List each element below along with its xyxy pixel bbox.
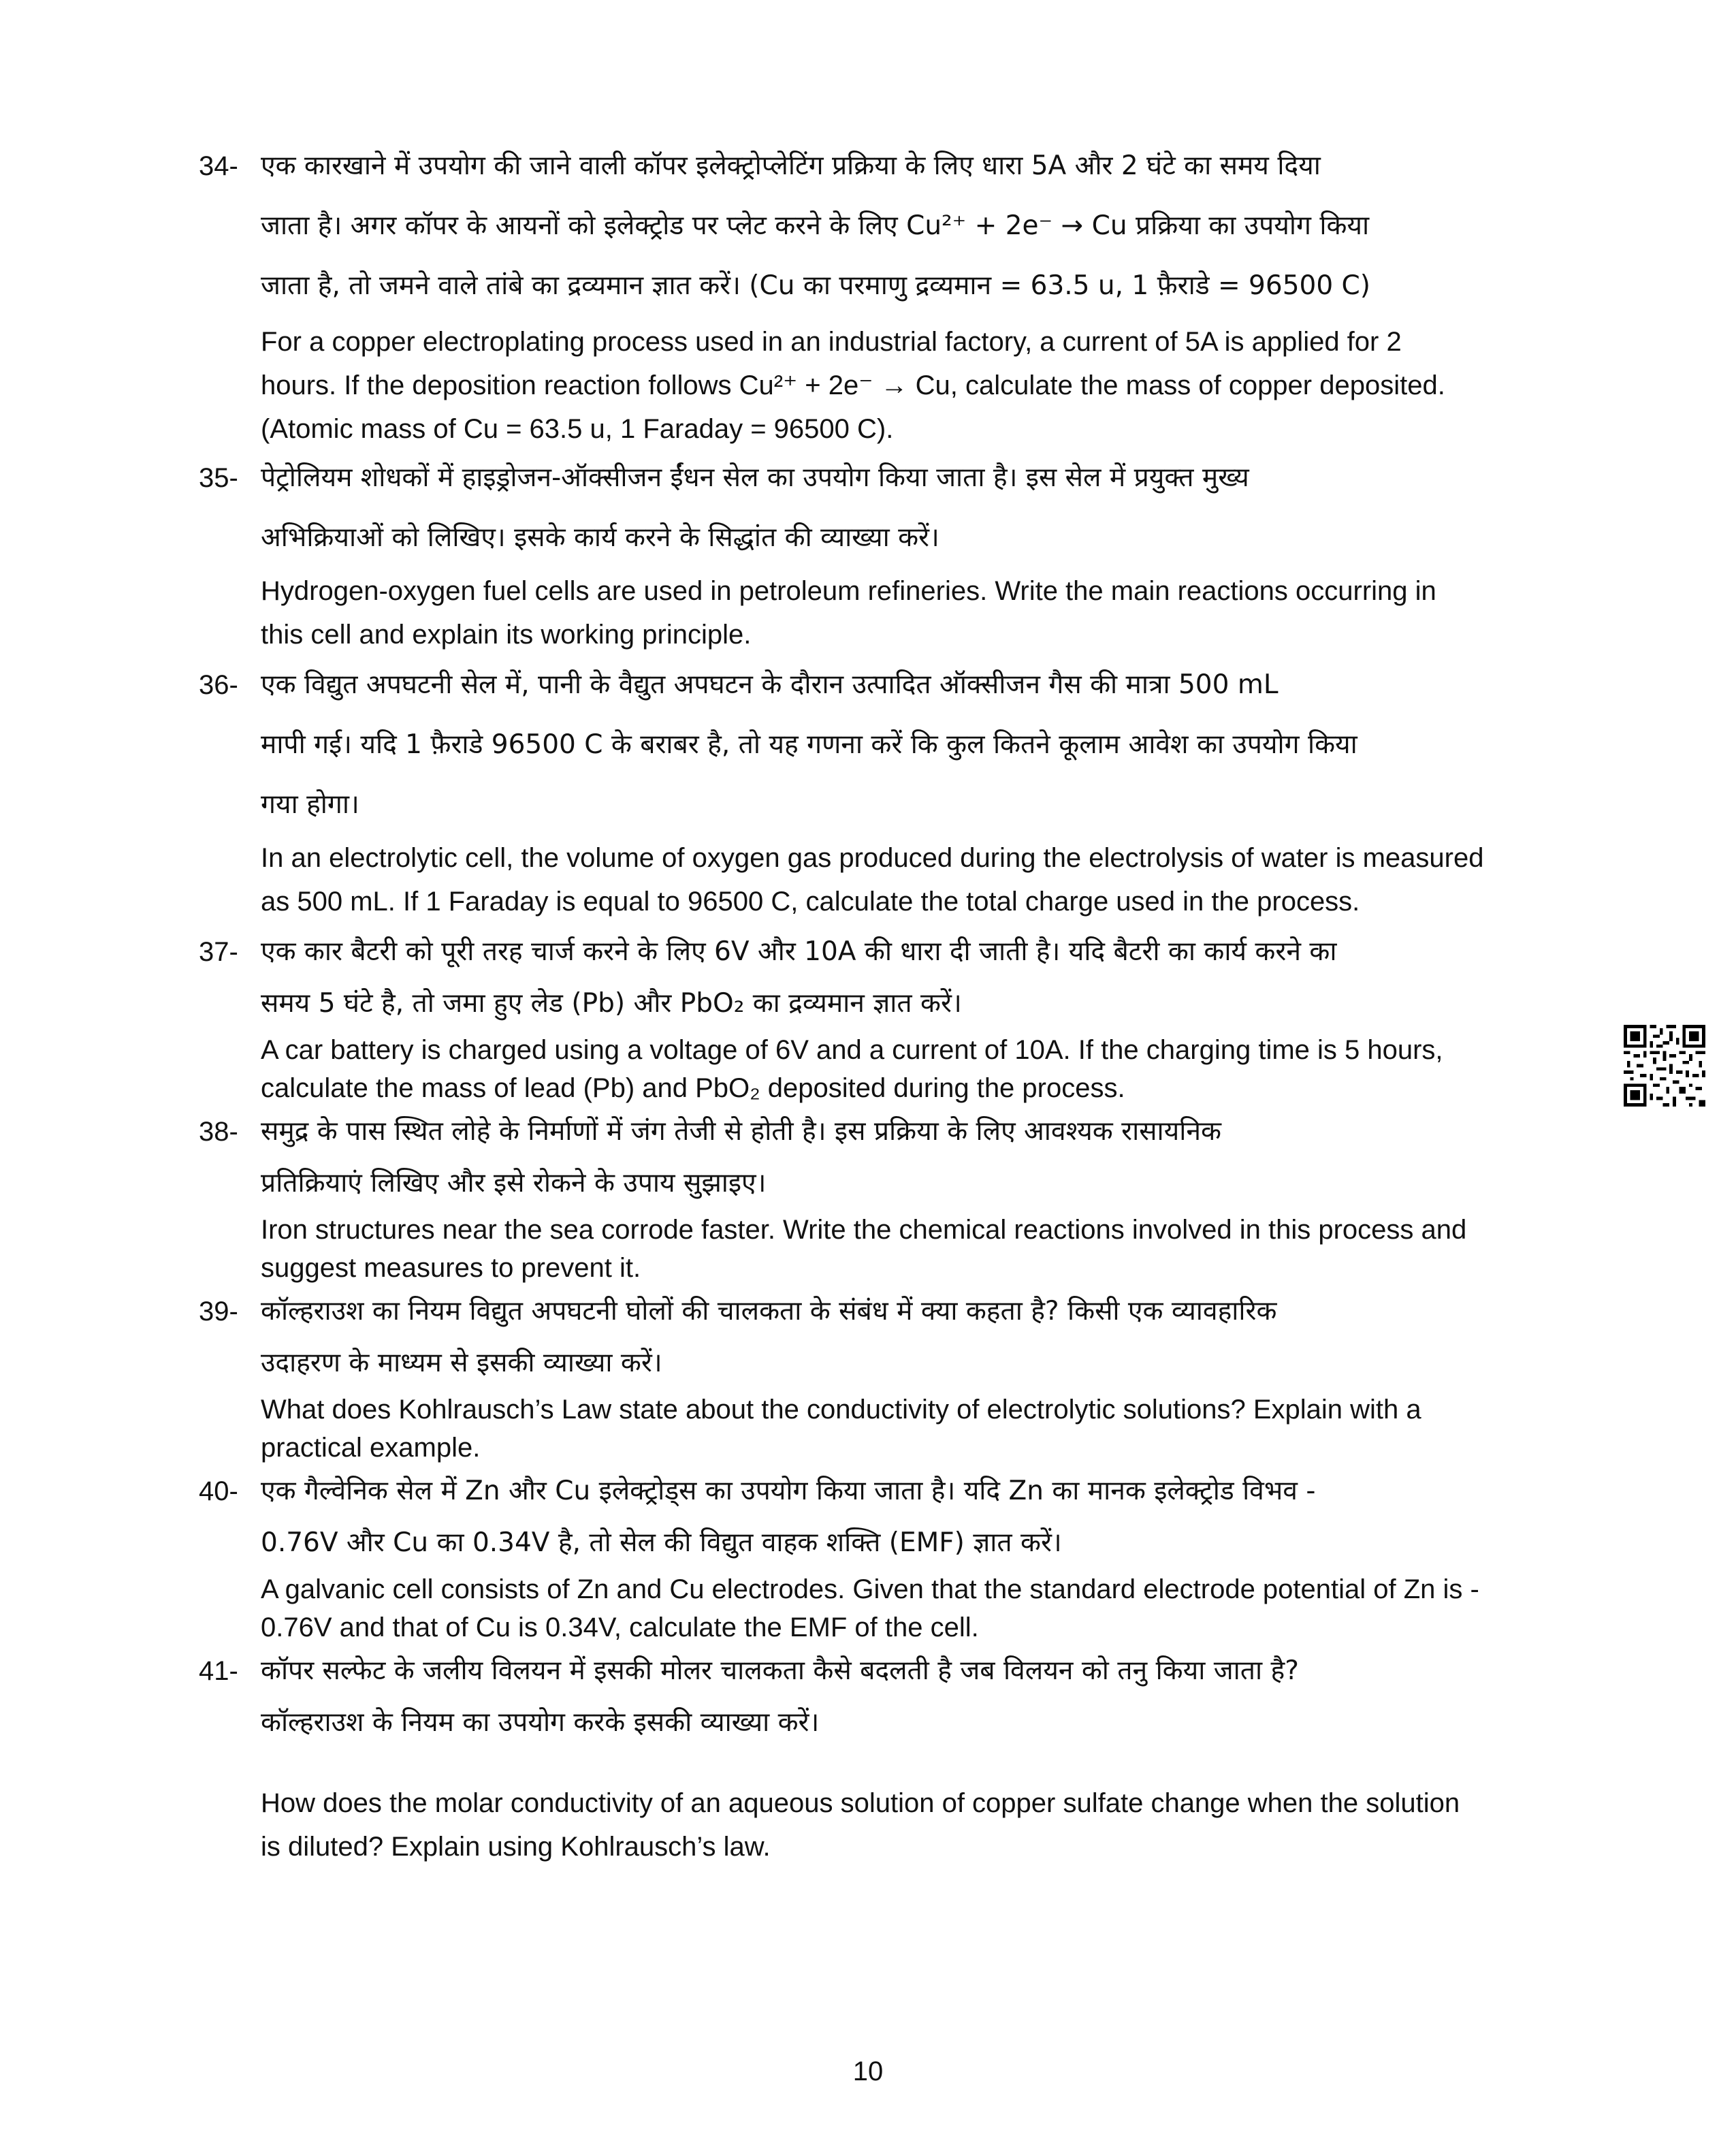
question-hindi-text: [261, 922, 1554, 1031]
qr-code-icon: [1624, 1025, 1705, 1107]
hindi-line: एक कारखाने में उपयोग की जाने वाली कॉपर इलेक्ट्रोप्लेटिंग प्रक्रिया के लिए धारा 5A और 2 घंटे का समय दिया: [261, 150, 1321, 181]
hindi-line: प्रतिक्रियाएं लिखिए और इसे रोकने के उपाय सुझाइए।: [261, 1168, 767, 1198]
hindi-line: एक कार बैटरी को पूरी तरह चार्ज करने के लिए 6V और 10A की धारा दी जाती है। यदि बैटरी का कार्य करने का: [261, 936, 1337, 967]
english-line: 0.76V and that of Cu is 0.34V, calculate the EMF of the cell.: [261, 1612, 979, 1642]
question-number: 41-: [199, 1656, 238, 1686]
question-english-text: [261, 1570, 1554, 1647]
question-number: 34-: [199, 151, 238, 181]
hindi-line: समुद्र के पास स्थित लोहे के निर्माणों में जंग तेजी से होती है। इस प्रक्रिया के लिए आवश्यक रासायनिक: [261, 1116, 1221, 1147]
question-hindi-text: [261, 1641, 1554, 1750]
english-line: (Atomic mass of Cu = 63.5 u, 1 Faraday = 96500 C).: [261, 414, 894, 444]
english-line: What does Kohlrausch’s Law state about the conductivity of electrolytic solutions? Explain with a: [261, 1395, 1421, 1425]
hindi-line: जाता है। अगर कॉपर के आयनों को इलेक्ट्रोड पर प्लेट करने के लिए Cu²⁺ + 2e⁻ → Cu प्रक्रिया का उपयोग किया: [261, 210, 1370, 241]
hindi-line: पेट्रोलियम शोधकों में हाइड्रोजन-ऑक्सीजन ईंधन सेल का उपयोग किया जाता है। इस सेल में प्रयुक्त मुख्य: [261, 462, 1249, 493]
question-hindi-text: [261, 1102, 1554, 1211]
english-line: In an electrolytic cell, the volume of oxygen gas produced during the electrolysis of water is measured: [261, 843, 1484, 873]
hindi-line: कॉपर सल्फेट के जलीय विलयन में इसकी मोलर चालकता कैसे बदलती है जब विलयन को तनु किया जाता है?: [261, 1655, 1299, 1686]
question-english-text: [261, 1031, 1554, 1107]
english-line: How does the molar conductivity of an aqueous solution of copper sulfate change when the solution: [261, 1788, 1460, 1818]
english-line: A car battery is charged using a voltage of 6V and a current of 10A. If the charging time is 5 hours,: [261, 1035, 1443, 1065]
hindi-line: कॉल्हराउश का नियम विद्युत अपघटनी घोलों की चालकता के संबंध में क्या कहता है? किसी एक व्यावहारिक: [261, 1296, 1277, 1326]
question-number: 39-: [199, 1297, 238, 1326]
question-number: 35-: [199, 463, 238, 493]
question-english-text: [261, 1391, 1554, 1467]
english-line: is diluted? Explain using Kohlrausch’s law.: [261, 1832, 771, 1862]
english-line: as 500 mL. If 1 Faraday is equal to 96500 C, calculate the total charge used in the process.: [261, 887, 1360, 917]
question-english-text: [261, 569, 1554, 656]
question-hindi-text: [261, 655, 1554, 835]
english-line: A galvanic cell consists of Zn and Cu electrodes. Given that the standard electrode potential of Zn is -: [261, 1574, 1479, 1604]
hindi-line: जाता है, तो जमने वाले तांबे का द्रव्यमान ज्ञात करें। (Cu का परमाणु द्रव्यमान = 63.5 u, 1 फ़ैराडे = 96500 C): [261, 270, 1370, 301]
hindi-line: उदाहरण के माध्यम से इसकी व्याख्या करें।: [261, 1348, 662, 1378]
hindi-line: अभिक्रियाओं को लिखिए। इसके कार्य करने के सिद्धांत की व्याख्या करें।: [261, 522, 939, 553]
question-number: 38-: [199, 1117, 238, 1147]
english-line: For a copper electroplating process used in an industrial factory, a current of 5A is applied for 2: [261, 327, 1402, 357]
hindi-line: एक विद्युत अपघटनी सेल में, पानी के वैद्युत अपघटन के दौरान उत्पादित ऑक्सीजन गैस की मात्रा 500 mL: [261, 669, 1279, 700]
question-english-text: [261, 836, 1554, 923]
question-hindi-text: [261, 448, 1554, 568]
hindi-line: कॉल्हराउश के नियम का उपयोग करके इसकी व्याख्या करें।: [261, 1707, 820, 1738]
hindi-line: मापी गई। यदि 1 फ़ैराडे 96500 C के बराबर है, तो यह गणना करें कि कुल कितने कूलाम आवेश का उपयोग किया: [261, 729, 1357, 760]
hindi-line: समय 5 घंटे है, तो जमा हुए लेड (Pb) और PbO₂ का द्रव्यमान ज्ञात करें।: [261, 988, 962, 1019]
hindi-line: एक गैल्वेनिक सेल में Zn और Cu इलेक्ट्रोड्स का उपयोग किया जाता है। यदि Zn का मानक इलेक्ट्रोड विभव -: [261, 1476, 1316, 1506]
question-number: 37-: [199, 937, 238, 967]
hindi-line: गया होगा।: [261, 789, 359, 820]
question-english-text: [261, 320, 1554, 451]
english-line: calculate the mass of lead (Pb) and PbO₂ deposited during the process.: [261, 1073, 1125, 1103]
english-line: Iron structures near the sea corrode faster. Write the chemical reactions involved in this process and: [261, 1215, 1467, 1245]
question-hindi-text: [261, 1282, 1554, 1391]
question-hindi-text: [261, 1461, 1554, 1570]
hindi-line: 0.76V और Cu का 0.34V है, तो सेल की विद्युत वाहक शक्ति (EMF) ज्ञात करें।: [261, 1527, 1062, 1558]
english-line: Hydrogen-oxygen fuel cells are used in petroleum refineries. Write the main reactions occurring in: [261, 576, 1436, 606]
english-line: this cell and explain its working principle.: [261, 620, 752, 650]
question-hindi-text: [261, 136, 1554, 316]
english-line: suggest measures to prevent it.: [261, 1253, 641, 1283]
english-line: practical example.: [261, 1433, 481, 1463]
page-number: 10: [852, 2056, 884, 2086]
question-number: 40-: [199, 1476, 238, 1506]
english-line: hours. If the deposition reaction follows Cu²⁺ + 2e⁻ → Cu, calculate the mass of copper deposited.: [261, 370, 1445, 400]
question-english-text: [261, 1211, 1554, 1287]
question-english-text: [261, 1781, 1554, 1869]
question-number: 36-: [199, 670, 238, 700]
